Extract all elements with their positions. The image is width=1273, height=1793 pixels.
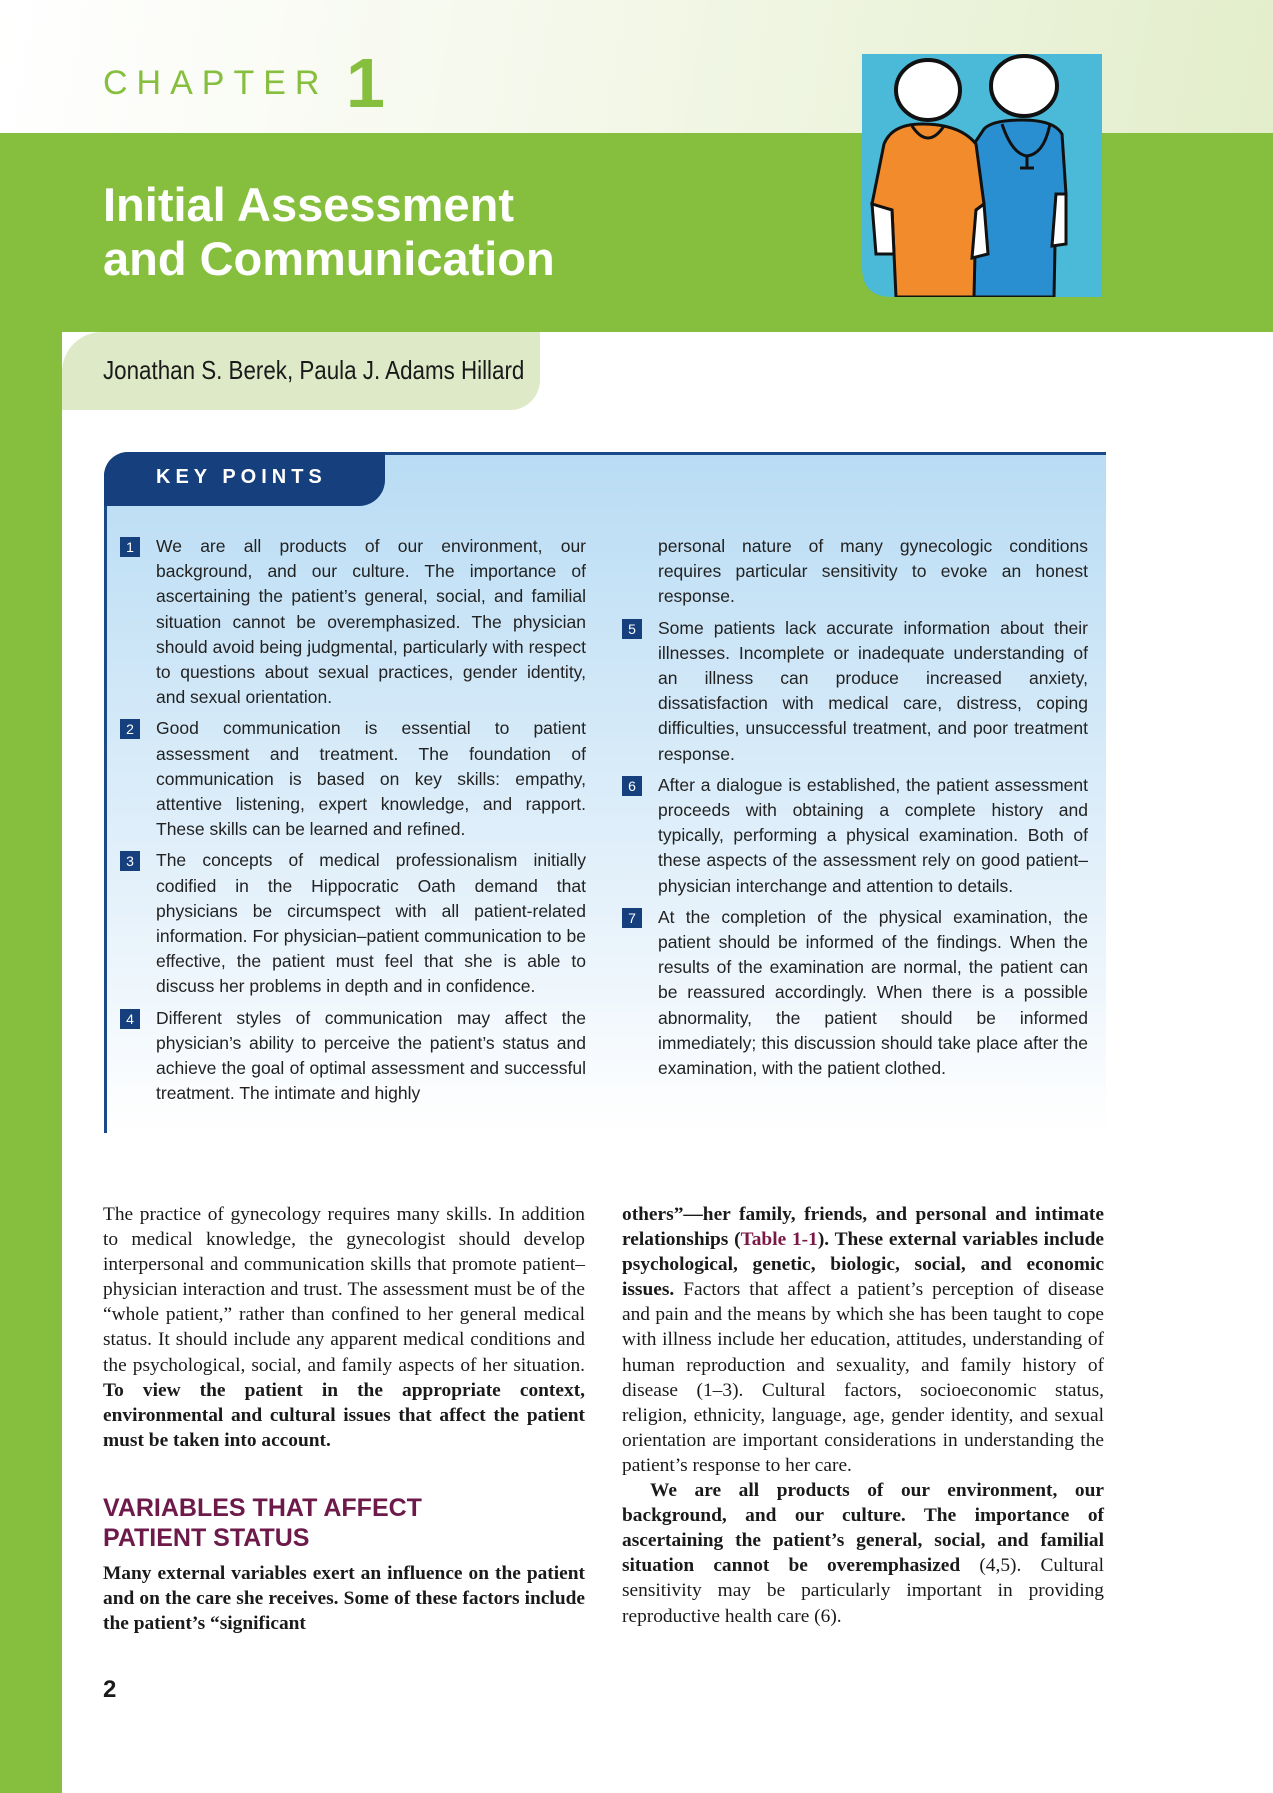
key-point-number: 4 [120, 1009, 140, 1029]
key-point-text: Different styles of communication may affect the physician’s ability to perceive the patient’s status and achieve the goal of optimal assessment and successful treatment. The intimate and highly [156, 1007, 586, 1104]
section-heading-line1: VARIABLES THAT AFFECT [103, 1493, 422, 1522]
key-point [120, 534, 586, 710]
body-left-column [103, 1202, 585, 1636]
key-points-right-column [622, 534, 1088, 1087]
key-points-left-column [120, 534, 586, 1112]
key-point [120, 1006, 586, 1107]
patient-physician-illustration [862, 54, 1102, 297]
table-1-1-link[interactable]: Table 1-1 [740, 1229, 818, 1251]
section-heading-line2: PATIENT STATUS [103, 1523, 310, 1552]
key-point [120, 716, 586, 842]
key-points-label: KEY POINTS [156, 466, 327, 488]
key-point [622, 905, 1088, 1081]
key-point-number: 3 [120, 851, 140, 871]
chapter-title-line1: Initial Assessment [103, 178, 514, 231]
page-number: 2 [103, 1676, 117, 1703]
key-point-text: We are all products of our environment, our background, and our culture. The importance of ascertaining the patient’s general, social, and familial situation cannot be overemphasized. The physician should avoid being judgmental, particularly with respect to questions about sexual practices, gender identity, and sexual orientation. [156, 536, 586, 708]
key-point-text: The concepts of medical professionalism initially codified in the Hippocratic Oath demand that physicians be circumspect with all patient-related information. For physician–patient communication to be effective, the patient must feel that she is able to discuss her problems in depth and in confidence. [156, 850, 586, 997]
chapter-number: 1 [346, 44, 385, 122]
section-paragraph [103, 1561, 585, 1636]
key-point [622, 773, 1088, 899]
key-point-text: personal nature of many gynecologic conditions requires particular sensitivity to evoke an honest response. [658, 536, 1088, 607]
variables-bold-text-a: others”—her family, friends, and personal and intimate relationships ( [622, 1204, 1104, 1251]
left-margin-strip [0, 332, 62, 1793]
intro-text: The practice of gynecology requires many skills. In addition to medical knowledge, the gynecologist should develop interpersonal and communication skills that promote patient–physician interaction and trust. The assessment must be of the “whole patient,” rather than confined to her general medical status. It should include any apparent medical conditions and the psychological, social, and family aspects of her situation. [103, 1204, 585, 1376]
key-point-number: 1 [120, 537, 140, 557]
chapter-label: CHAPTER [103, 64, 329, 102]
section-heading [103, 1493, 585, 1553]
culture-paragraph [622, 1478, 1104, 1629]
variables-text: Factors that affect a patient’s perception of disease and pain and the means by which she has been taught to cope with illness include her education, attitudes, understanding of human reproduction and sexuality, and family history of disease (1–3). Cultural factors, socioeconomic status, religion, ethnicity, language, age, gender identity, and sexual orientation are important considerations in understanding the patient’s response to her care. [622, 1279, 1104, 1476]
culture-text: (4,5). Cultural sensitivity may be particularly important in providing reproductive health care (6). [622, 1555, 1105, 1627]
key-point-number: 2 [120, 719, 140, 739]
culture-bold-text: We are all products of our environment, our background, and our culture. The importance of ascertaining the patient’s general, social, and familial situation cannot be overemphasized [622, 1480, 1104, 1577]
body-right-column [622, 1202, 1104, 1629]
key-point-number: 6 [622, 776, 642, 796]
variables-bold-text-b: ). These external variables include psychological, genetic, biologic, social, and economic issues. [622, 1229, 1104, 1301]
key-point-text: After a dialogue is established, the patient assessment proceeds with obtaining a complete history and typically, performing a physical examination. Both of these aspects of the assessment rely on good patient–physician interchange and attention to details. [658, 774, 1088, 896]
chapter-title [103, 178, 763, 286]
variables-paragraph [622, 1202, 1104, 1478]
key-point-number: 5 [622, 619, 642, 639]
intro-bold-text: To view the patient in the appropriate context, environmental and cultural issues that affect the patient must be taken into account. [103, 1379, 585, 1451]
section-bold-text: Many external variables exert an influence on the patient and on the care she receives. Some of these factors include the patient’s “significant [103, 1562, 585, 1635]
key-point [120, 848, 586, 999]
authors: Jonathan S. Berek, Paula J. Adams Hillard [103, 355, 525, 385]
key-point [622, 616, 1088, 767]
key-point-text: At the completion of the physical examination, the patient should be informed of the findings. When the results of the examination are normal, the patient can be reassured accordingly. When there is a possible abnormality, the patient should be informed immediately; this discussion should take place after the examination, with the patient clothed. [658, 906, 1088, 1079]
key-point-number: 7 [622, 908, 642, 928]
key-point-text: Some patients lack accurate information about their illnesses. Incomplete or inadequate understanding of an illness can produce increased anxiety, dissatisfaction with medical care, distress, coping difficulties, unsuccessful treatment, and poor treatment response. [658, 617, 1088, 764]
chapter-title-line2: and Communication [103, 232, 555, 285]
intro-paragraph [103, 1202, 585, 1453]
key-point-text: Good communication is essential to patient assessment and treatment. The foundation of communication is based on key skills: empathy, attentive listening, expert knowledge, and rapport. These skills can be learned and refined. [156, 718, 586, 840]
key-point-continued [622, 534, 1088, 610]
